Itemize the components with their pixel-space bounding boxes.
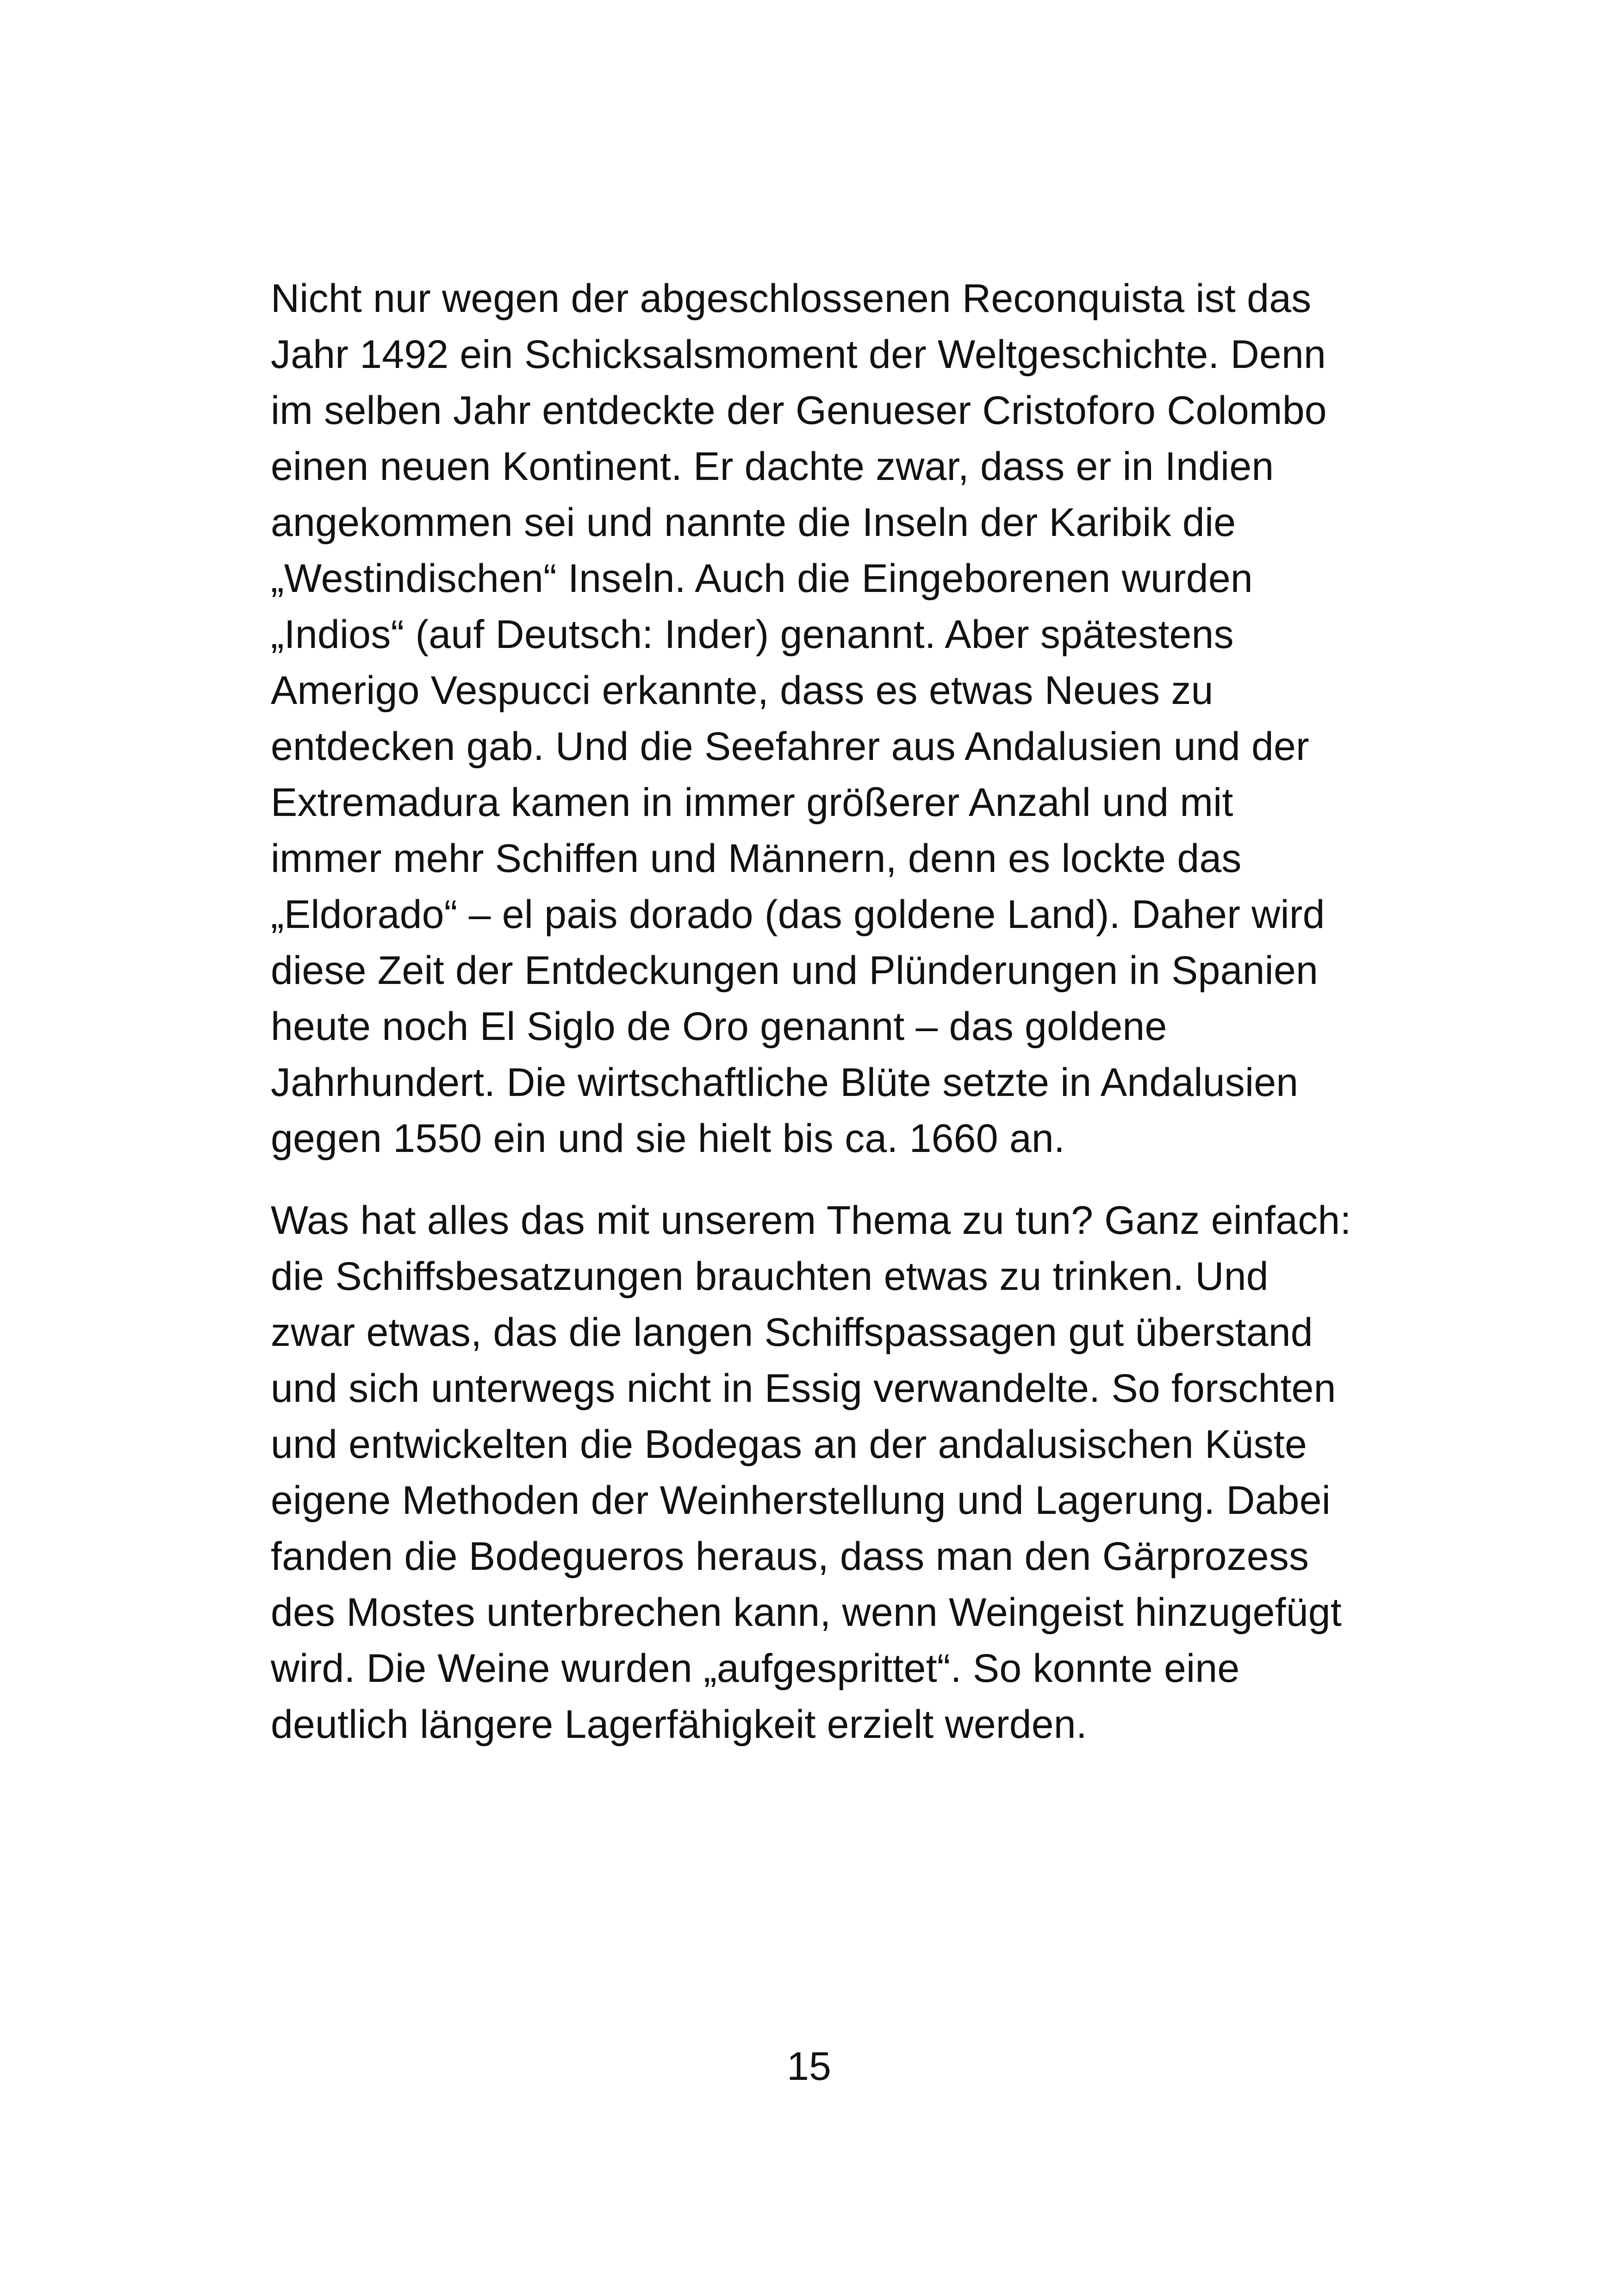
text-line: Nicht nur wegen der abgeschlossenen Reconquista ist das (271, 276, 1312, 321)
text-line: und entwickelten die Bodegas an der andalusischen Küste (271, 1422, 1307, 1467)
text-line: die Schiffsbesatzungen brauchten etwas zu trinken. Und (271, 1254, 1269, 1299)
text-line: Extremadura kamen in immer größerer Anzahl und mit (271, 780, 1233, 825)
text-line: „Westindischen“ Inseln. Auch die Eingeborenen wurden (271, 556, 1253, 601)
text-line: einen neuen Kontinent. Er dachte zwar, dass er in Indien (271, 444, 1274, 489)
text-line: deutlich längere Lagerfähigkeit erzielt werden. (271, 1702, 1087, 1747)
text-line: „Indios“ (auf Deutsch: Inder) genannt. Aber spätestens (271, 612, 1234, 657)
text-line: eigene Methoden der Weinherstellung und Lagerung. Dabei (271, 1478, 1331, 1523)
text-line: „Eldorado“ – el pais dorado (das goldene Land). Daher wird (271, 892, 1325, 937)
text-line: immer mehr Schiffen und Männern, denn es lockte das (271, 836, 1242, 881)
paragraph-spacer (271, 1167, 1428, 1193)
paragraph-1 (271, 271, 1428, 1167)
text-line: fanden die Bodegueros heraus, dass man den Gärprozess (271, 1534, 1309, 1579)
text-line: Jahr 1492 ein Schicksalsmoment der Weltgeschichte. Denn (271, 332, 1326, 377)
text-line: Jahrhundert. Die wirtschaftliche Blüte setzte in Andalusien (271, 1060, 1299, 1105)
text-line: des Mostes unterbrechen kann, wenn Weingeist hinzugefügt (271, 1590, 1342, 1635)
paragraph-2 (271, 1193, 1428, 1753)
text-line: heute noch El Siglo de Oro genannt – das goldene (271, 1004, 1167, 1049)
page-number: 15 (787, 2044, 831, 2089)
text-line: zwar etwas, das die langen Schiffspassagen gut überstand (271, 1310, 1313, 1355)
text-line: gegen 1550 ein und sie hielt bis ca. 1660 an. (271, 1116, 1065, 1161)
body-text (271, 271, 1428, 1753)
text-line: im selben Jahr entdeckte der Genueser Cristoforo Colombo (271, 388, 1327, 433)
text-line: entdecken gab. Und die Seefahrer aus Andalusien und der (271, 724, 1309, 769)
text-line: Was hat alles das mit unserem Thema zu tun? Ganz einfach: (271, 1198, 1351, 1243)
text-line: Amerigo Vespucci erkannte, dass es etwas Neues zu (271, 668, 1214, 713)
text-line: und sich unterwegs nicht in Essig verwandelte. So forschten (271, 1366, 1336, 1411)
text-line: angekommen sei und nannte die Inseln der Karibik die (271, 500, 1236, 545)
text-line: diese Zeit der Entdeckungen und Plünderungen in Spanien (271, 948, 1318, 993)
text-line: wird. Die Weine wurden „aufgesprittet“. So konnte eine (271, 1646, 1240, 1691)
